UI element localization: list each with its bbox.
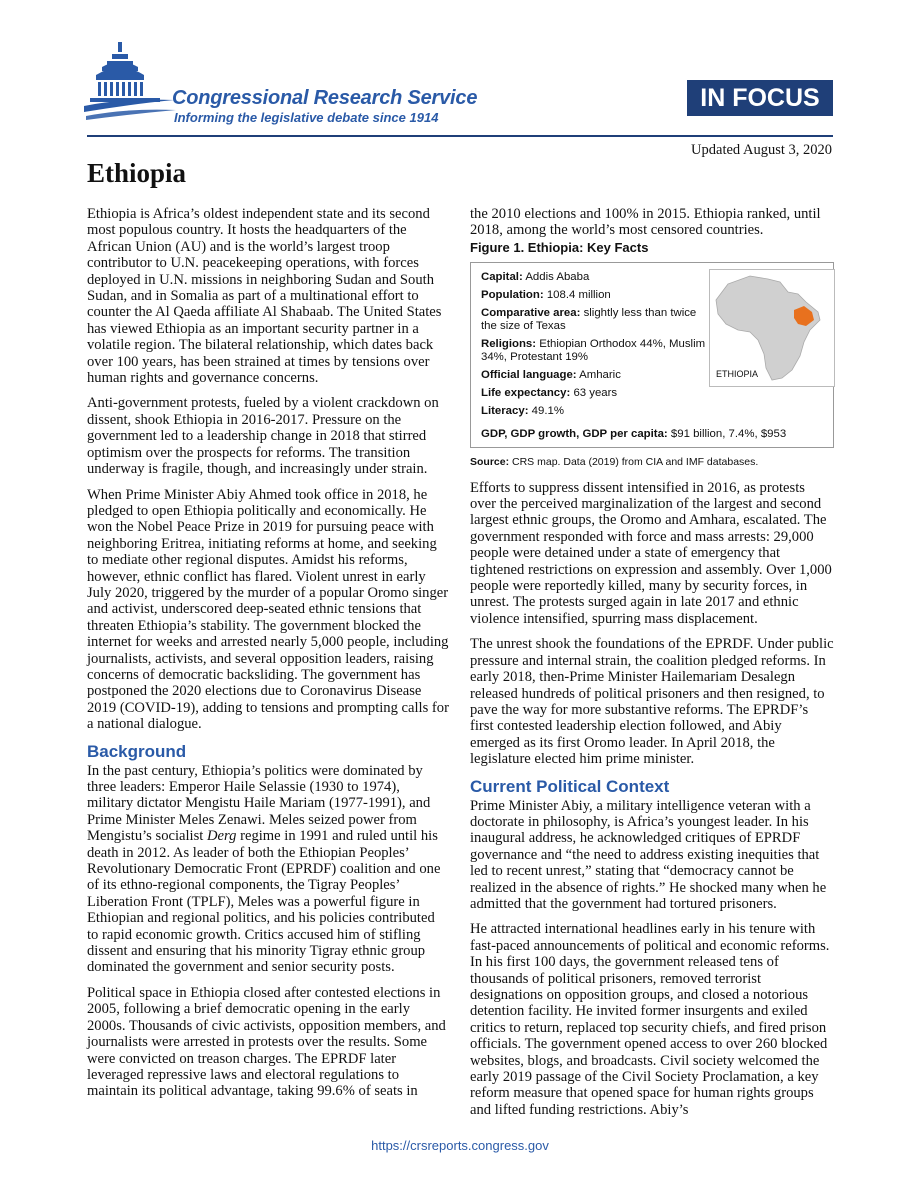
fact-religions: Religions: Ethiopian Orthodox 44%, Muslim 34%, Protestant 19%	[481, 338, 706, 364]
intro-paragraph-3: When Prime Minister Abiy Ahmed took office in 2018, he pledged to open Ethiopia politically and economically. He won the Nobel Peace Prize in 2019 for pursuing peace with neighboring Eritrea, initiating reforms at home, and seeking to mediate other regional disputes. Amidst his reforms, however, ethnic conflict has flared. Violent unrest in early July 2020, triggered by the murder of a popular Oromo singer and activist, underscored deep-seated ethnic tensions that threaten Ethiopia’s stability. The government blocked the internet for weeks and arrested nearly 5,000 people, including journalists, activists, and several opposition leaders, raising concerns of democratic backsliding. The government has postponed the 2020 elections due to Coronavirus Disease 2019 (COVID-19), adding to tensions and prompting calls for a national dialogue.	[87, 486, 449, 733]
figure-source: Source: CRS map. Data (2019) from CIA and IMF databases.	[470, 456, 759, 469]
page-title: Ethiopia	[87, 158, 187, 188]
header-rule	[87, 135, 833, 137]
crs-logo	[82, 40, 492, 130]
org-name: Congressional Research Service	[172, 87, 478, 109]
org-tagline: Informing the legislative debate since 1914	[174, 110, 439, 125]
right-paragraph-4: He attracted international headlines early in his tenure with fast-paced announcements of political and economic reforms. In his first 100 days, the government released tens of thousands of political prisoners, removed terrorist designations on opposition groups, and closed a notorious detention facility. He invited former insurgents and exiled critics to return, replaced top security chiefs, and fired prison officials. The government opened access to over 260 blocked websites, blogs, and broadcasts. Civil society welcomed the early 2019 passage of the Civil Society Proclamation, a key reform measure that opened space for human rights groups and lifted funding restrictions. Abiy’s	[470, 921, 830, 1118]
background-paragraph-2: Political space in Ethiopia closed after contested elections in 2005, following a brief democratic opening in the early 2000s. Thousands of civic activists, opposition members, and journalists were arrested in protests over the results. Some were convicted on treason charges. The EPRDF later leveraged repressive laws and electoral regulations to maintain its political advantage, taking 99.6% of seats in	[87, 984, 446, 1100]
background-paragraph-1: In the past century, Ethiopia’s politics were dominated by three leaders: Emperor Haile Selassie (1930 to 1974), military dictator Mengistu Haile Mariam (1977-1991), and Prime Minister Meles Zenawi. Meles seized power from Mengistu’s socialist Derg regime in 1991 and ruled until his death in 2012. As leader of both the Ethiopian Peoples’ Revolutionary Democratic Front (EPRDF) coalition and one of its ethno-regional components, the Tigray Peoples’ Liberation Front (TPLF), Meles was a powerful figure in Ethiopian and regional politics, and his policies contributed to rapid economic growth. Critics accused him of stifling dissent and ensuring that his minority Tigray ethnic group dominated the government and senior security posts.	[87, 762, 441, 976]
right-paragraph-1: Efforts to suppress dissent intensified in 2016, as protests over the perceived marginalization of the largest and second largest ethnic groups, the Oromo and Amhara, escalated. The government responded with force and mass arrests: 29,000 people were detained under a state of emergency that tightened restrictions on expression and assembly. Over 1,000 people were reportedly killed, many by security forces, in unrest. The protests surged again in late 2017 and ethnic violence intensified, spurring mass displacement.	[470, 479, 832, 627]
fact-literacy: Literacy: 49.1%	[481, 405, 564, 418]
capitol-dome-icon	[82, 40, 177, 130]
fact-population: Population: 108.4 million	[481, 289, 611, 302]
intro-paragraph-2: Anti-government protests, fueled by a violent crackdown on dissent, shook Ethiopia in 2016-2017. Pressure on the government led to a leadership change in 2018 that stirred optimism over the prospects for reforms. The transition underway is fragile, though, and increasingly under strain.	[87, 395, 439, 478]
continuation-paragraph: the 2010 elections and 100% in 2015. Ethiopia ranked, until 2018, among the world’s most censored countries.	[470, 206, 821, 239]
fact-comparative-area: Comparative area: slightly less than twice the size of Texas	[481, 307, 697, 333]
background-heading: Background	[87, 741, 187, 761]
derg-term: Derg	[207, 828, 237, 845]
updated-date: Updated August 3, 2020	[691, 142, 832, 158]
facts-list	[481, 271, 706, 423]
in-focus-badge: IN FOCUS	[687, 80, 833, 116]
fact-life-expectancy: Life expectancy: 63 years	[481, 387, 618, 400]
fact-gdp: GDP, GDP growth, GDP per capita: $91 billion, 7.4%, $953	[481, 428, 787, 441]
footer-url-link[interactable]: https://crsreports.congress.gov	[371, 1138, 549, 1153]
africa-continent-shape	[716, 276, 820, 380]
intro-paragraph-1: Ethiopia is Africa’s oldest independent state and its second most populous country. It hosts the headquarters of the African Union (AU) and is the world’s largest troop contributor to U.N. peacekeeping operations, with forces deployed in U.N. missions in neighboring Sudan and South Sudan, and in Somalia as part of a multinational effort to counter the Al Qaeda affiliate Al Shabaab. The United States has viewed Ethiopia as an important security partner in a volatile region. The bilateral relationship, which dates back over 100 years, has been strained at times by tensions over human rights and governance concerns.	[87, 206, 442, 387]
fact-capital: Capital: Addis Ababa	[481, 271, 590, 284]
left-column	[87, 206, 449, 1109]
right-column	[470, 206, 834, 1127]
right-paragraph-2: The unrest shook the foundations of the EPRDF. Under public pressure and internal strain, the coalition pledged reforms. In early 2018, then-Prime Minister Hailemariam Desalegn released hundreds of political prisoners and then resigned, to pave the way for more substantive reforms. The EPRDF’s first contested leadership election followed, and Abiy emerged as its first Oromo leader. In April 2018, the legislature elected him prime minister.	[470, 636, 834, 768]
key-facts-figure	[470, 262, 834, 448]
africa-map	[709, 269, 835, 387]
right-paragraph-3: Prime Minister Abiy, a military intelligence veteran with a doctorate in philosophy, is Africa’s youngest leader. In his inaugural address, he acknowledged critiques of EPRDF governance and “the need to address existing inequities that led to recent unrest,” stating that “democracy cannot be realized in the absence of rights.” He shocked many when he admitted that the government had tortured prisoners.	[470, 797, 827, 912]
fact-official-language: Official language: Amharic	[481, 369, 621, 382]
current-political-context-heading: Current Political Context	[470, 776, 670, 796]
map-label-ethiopia: ETHIOPIA	[716, 369, 759, 380]
figure-caption: Figure 1. Ethiopia: Key Facts	[470, 239, 649, 255]
